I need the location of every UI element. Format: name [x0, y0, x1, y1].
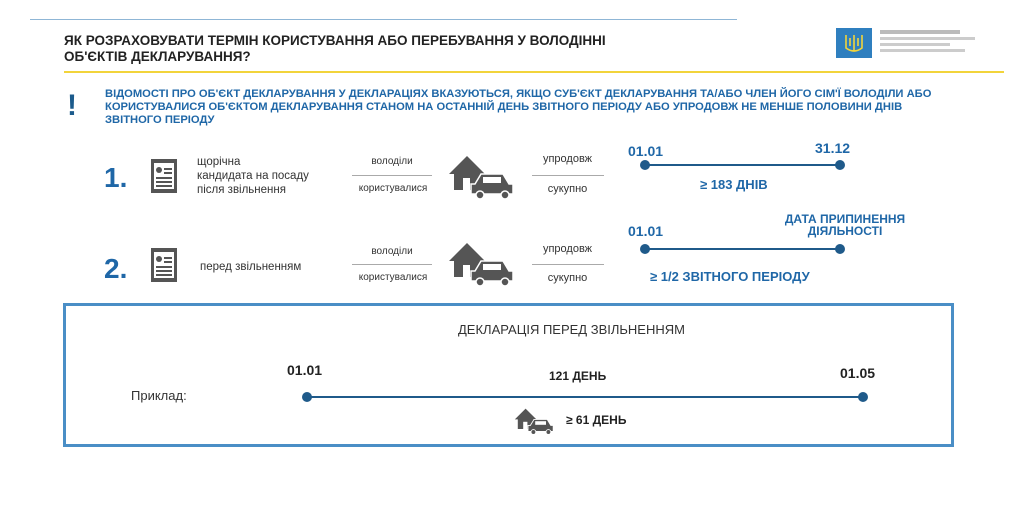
case-2-threshold: ≥ 1/2 ЗВІТНОГО ПЕРІОДУ	[650, 269, 810, 284]
case-1-end-date: 31.12	[815, 140, 851, 156]
case-1-desc-line-1: щорічна	[197, 156, 241, 168]
house-car-icon	[512, 405, 556, 440]
case-1-end-dot	[835, 160, 845, 170]
page-title	[64, 33, 764, 65]
case-2-end-line-2: ДІЯЛЬНОСТІ	[807, 224, 883, 238]
case-2-start-date: 01.01	[628, 223, 664, 239]
example-title: ДЕКЛАРАЦІЯ ПЕРЕД ЗВІЛЬНЕННЯМ	[458, 322, 685, 337]
case-1-used: користувалися	[358, 183, 428, 194]
case-1-desc-line-3: після звільнення	[197, 184, 286, 196]
case-2-fraction-line-2	[532, 264, 604, 265]
case-2-fraction-line	[352, 264, 432, 265]
example-end-date: 01.05	[840, 365, 876, 381]
case-2-timeline	[645, 248, 840, 250]
case-2-start-dot	[640, 244, 650, 254]
case-1-threshold: ≥ 183 ДНІВ	[700, 177, 768, 192]
case-2-description: перед звільненням	[200, 261, 302, 273]
title-line-2: ОБ'ЄКТІВ ДЕКЛАРУВАННЯ?	[64, 49, 251, 64]
example-threshold: ≥ 61 ДЕНЬ	[566, 413, 627, 427]
case-2-total: сукупно	[547, 272, 588, 284]
example-days: 121 ДЕНЬ	[549, 369, 607, 383]
top-divider	[30, 19, 737, 20]
case-1-total: сукупно	[547, 183, 588, 195]
house-car-icon	[445, 150, 517, 205]
title-line-1: ЯК РОЗРАХОВУВАТИ ТЕРМІН КОРИСТУВАННЯ АБО ПЕРЕБУВАННЯ У ВОЛОДІННІ	[64, 33, 606, 48]
exclamation-icon: !	[67, 89, 77, 122]
case-2-during: упродовж	[542, 243, 593, 255]
case-1-during: упродовж	[542, 153, 593, 165]
house-car-icon	[445, 237, 517, 292]
case-1-owned: володіли	[371, 156, 413, 167]
document-icon	[150, 247, 178, 283]
case-1-description	[197, 155, 347, 197]
logo-text	[880, 30, 1000, 52]
case-1-timeline	[645, 164, 840, 166]
logo-emblem-icon	[836, 28, 872, 58]
case-1-number: 1.	[104, 162, 128, 193]
document-icon	[150, 158, 178, 194]
notice-text: ВІДОМОСТІ ПРО ОБ'ЄКТ ДЕКЛАРУВАННЯ У ДЕКЛАРАЦІЯХ ВКАЗУЮТЬСЯ, ЯКЩО СУБ'ЄКТ ДЕКЛАРУВАННЯ ТА/АБО ЧЛЕН ЙОГО СІМ'Ї ВОЛОДІЛИ АБО КОРИСТУВАЛИСЯ ОБ'ЄКТОМ ДЕКЛАРУВАННЯ СТАНОМ НА ОСТАННІЙ ДЕНЬ ЗВІТНОГО ПЕРІОДУ АБО УПРОДОВЖ НЕ МЕНШЕ ПОЛОВИНИ ДНІВ ЗВІТНОГО ПЕРІОДУ	[105, 88, 932, 126]
case-2-used: користувалися	[358, 272, 428, 283]
case-1-start-dot	[640, 160, 650, 170]
example-end-dot	[858, 392, 868, 402]
case-1-fraction-line-2	[532, 175, 604, 176]
example-timeline	[307, 396, 863, 398]
example-start-date: 01.01	[287, 362, 323, 378]
case-1-fraction-line	[352, 175, 432, 176]
case-2-owned: володіли	[371, 246, 413, 257]
case-2-end-label	[760, 213, 930, 237]
yellow-divider	[64, 71, 1004, 73]
example-label: Приклад:	[131, 388, 187, 403]
case-2-end-line-1: ДАТА ПРИПИНЕННЯ	[784, 212, 906, 226]
example-start-dot	[302, 392, 312, 402]
case-2-end-dot	[835, 244, 845, 254]
case-2-number: 2.	[104, 253, 128, 284]
case-1-desc-line-2: кандидата на посаду	[197, 170, 309, 182]
case-1-start-date: 01.01	[628, 143, 664, 159]
